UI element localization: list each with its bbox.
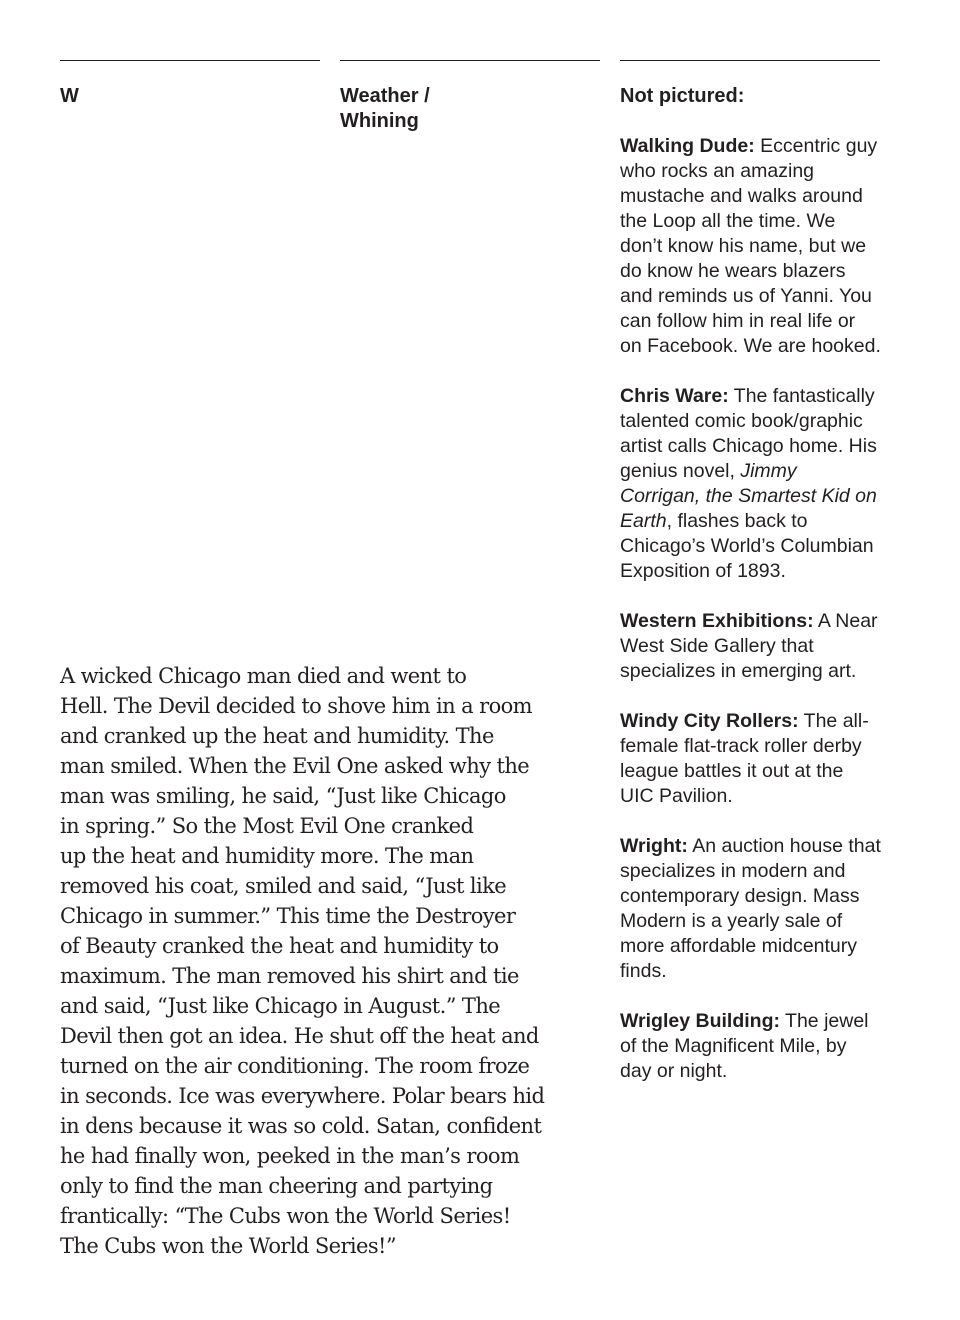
story-line: The Cubs won the World Series!” (60, 1234, 397, 1258)
story-line: in spring.” So the Most Evil One cranked (60, 814, 474, 838)
story-line: removed his coat, smiled and said, “Just like (60, 874, 507, 898)
entry-walking-dude (620, 134, 882, 359)
entry-term: Western Exhibitions: (620, 610, 814, 632)
story-line: up the heat and humidity more. The man (60, 844, 474, 868)
column-rule-3 (620, 60, 880, 61)
entry-text: A Near West Side Gallery that specializes in emerging art. (620, 610, 878, 682)
story-line: Hell. The Devil decided to shove him in a room (60, 694, 532, 718)
section-topic (340, 84, 430, 134)
story-paragraph (60, 661, 590, 1261)
entry-western-exhibitions (620, 609, 882, 684)
entry-term: Walking Dude: (620, 135, 755, 157)
entry-wrigley-building (620, 1009, 882, 1084)
story-line: man smiled. When the Evil One asked why the (60, 754, 530, 778)
story-line: and cranked up the heat and humidity. The (60, 724, 494, 748)
book-title: Jimmy Corrigan, the Smartest Kid on Earth (620, 460, 877, 532)
story-line: in dens because it was so cold. Satan, confident (60, 1114, 542, 1138)
entry-text: An auction house that specializes in modern and contemporary design. Mass Modern is a yearly sale of more affordable midcentury finds. (620, 835, 881, 982)
entry-windy-city-rollers (620, 709, 882, 809)
sidebar-entries (620, 134, 882, 1109)
story-line: Chicago in summer.” This time the Destroyer (60, 904, 516, 928)
story-line: frantically: “The Cubs won the World Series! (60, 1204, 511, 1228)
story-line: he had finally won, peeked in the man’s room (60, 1144, 520, 1168)
story-line: man was smiling, he said, “Just like Chicago (60, 784, 506, 808)
story-line: Devil then got an idea. He shut off the heat and (60, 1024, 539, 1048)
entry-text: , flashes back to Chicago’s World’s Columbian Exposition of 1893. (620, 510, 874, 582)
story-line: in seconds. Ice was everywhere. Polar bears hid (60, 1084, 545, 1108)
entry-text: Eccentric guy who rocks an amazing mustache and walks around the Loop all the time. We don’t know his name, but we do know he wears blazers and reminds us of Yanni. You can follow him in real life or on Facebook. We are hooked. (620, 135, 881, 357)
story-line: of Beauty cranked the heat and humidity to (60, 934, 499, 958)
entry-term: Wrigley Building: (620, 1010, 780, 1032)
story-line: turned on the air conditioning. The room froze (60, 1054, 530, 1078)
entry-chris-ware (620, 384, 882, 584)
column-rule-2 (340, 60, 600, 61)
entry-term: Chris Ware: (620, 385, 729, 407)
sidebar-heading: Not pictured: (620, 85, 745, 107)
entry-term: Wright: (620, 835, 688, 857)
story-line: maximum. The man removed his shirt and tie (60, 964, 519, 988)
topic-line: Weather / (340, 85, 430, 107)
section-letter: W (60, 85, 79, 107)
story-line: only to find the man cheering and partying (60, 1174, 493, 1198)
entry-text: The jewel of the Magnificent Mile, by day or night. (620, 1010, 869, 1082)
entry-wright (620, 834, 882, 984)
column-rule-1 (60, 60, 320, 61)
story-line: and said, “Just like Chicago in August.” The (60, 994, 501, 1018)
topic-line: Whining (340, 110, 419, 132)
entry-text: The fantastically talented comic book/graphic artist calls Chicago home. His genius novel, (620, 385, 877, 482)
entry-term: Windy City Rollers: (620, 710, 799, 732)
entry-text: The all-female flat-track roller derby league battles it out at the UIC Pavilion. (620, 710, 869, 807)
story-line: A wicked Chicago man died and went to (60, 664, 467, 688)
